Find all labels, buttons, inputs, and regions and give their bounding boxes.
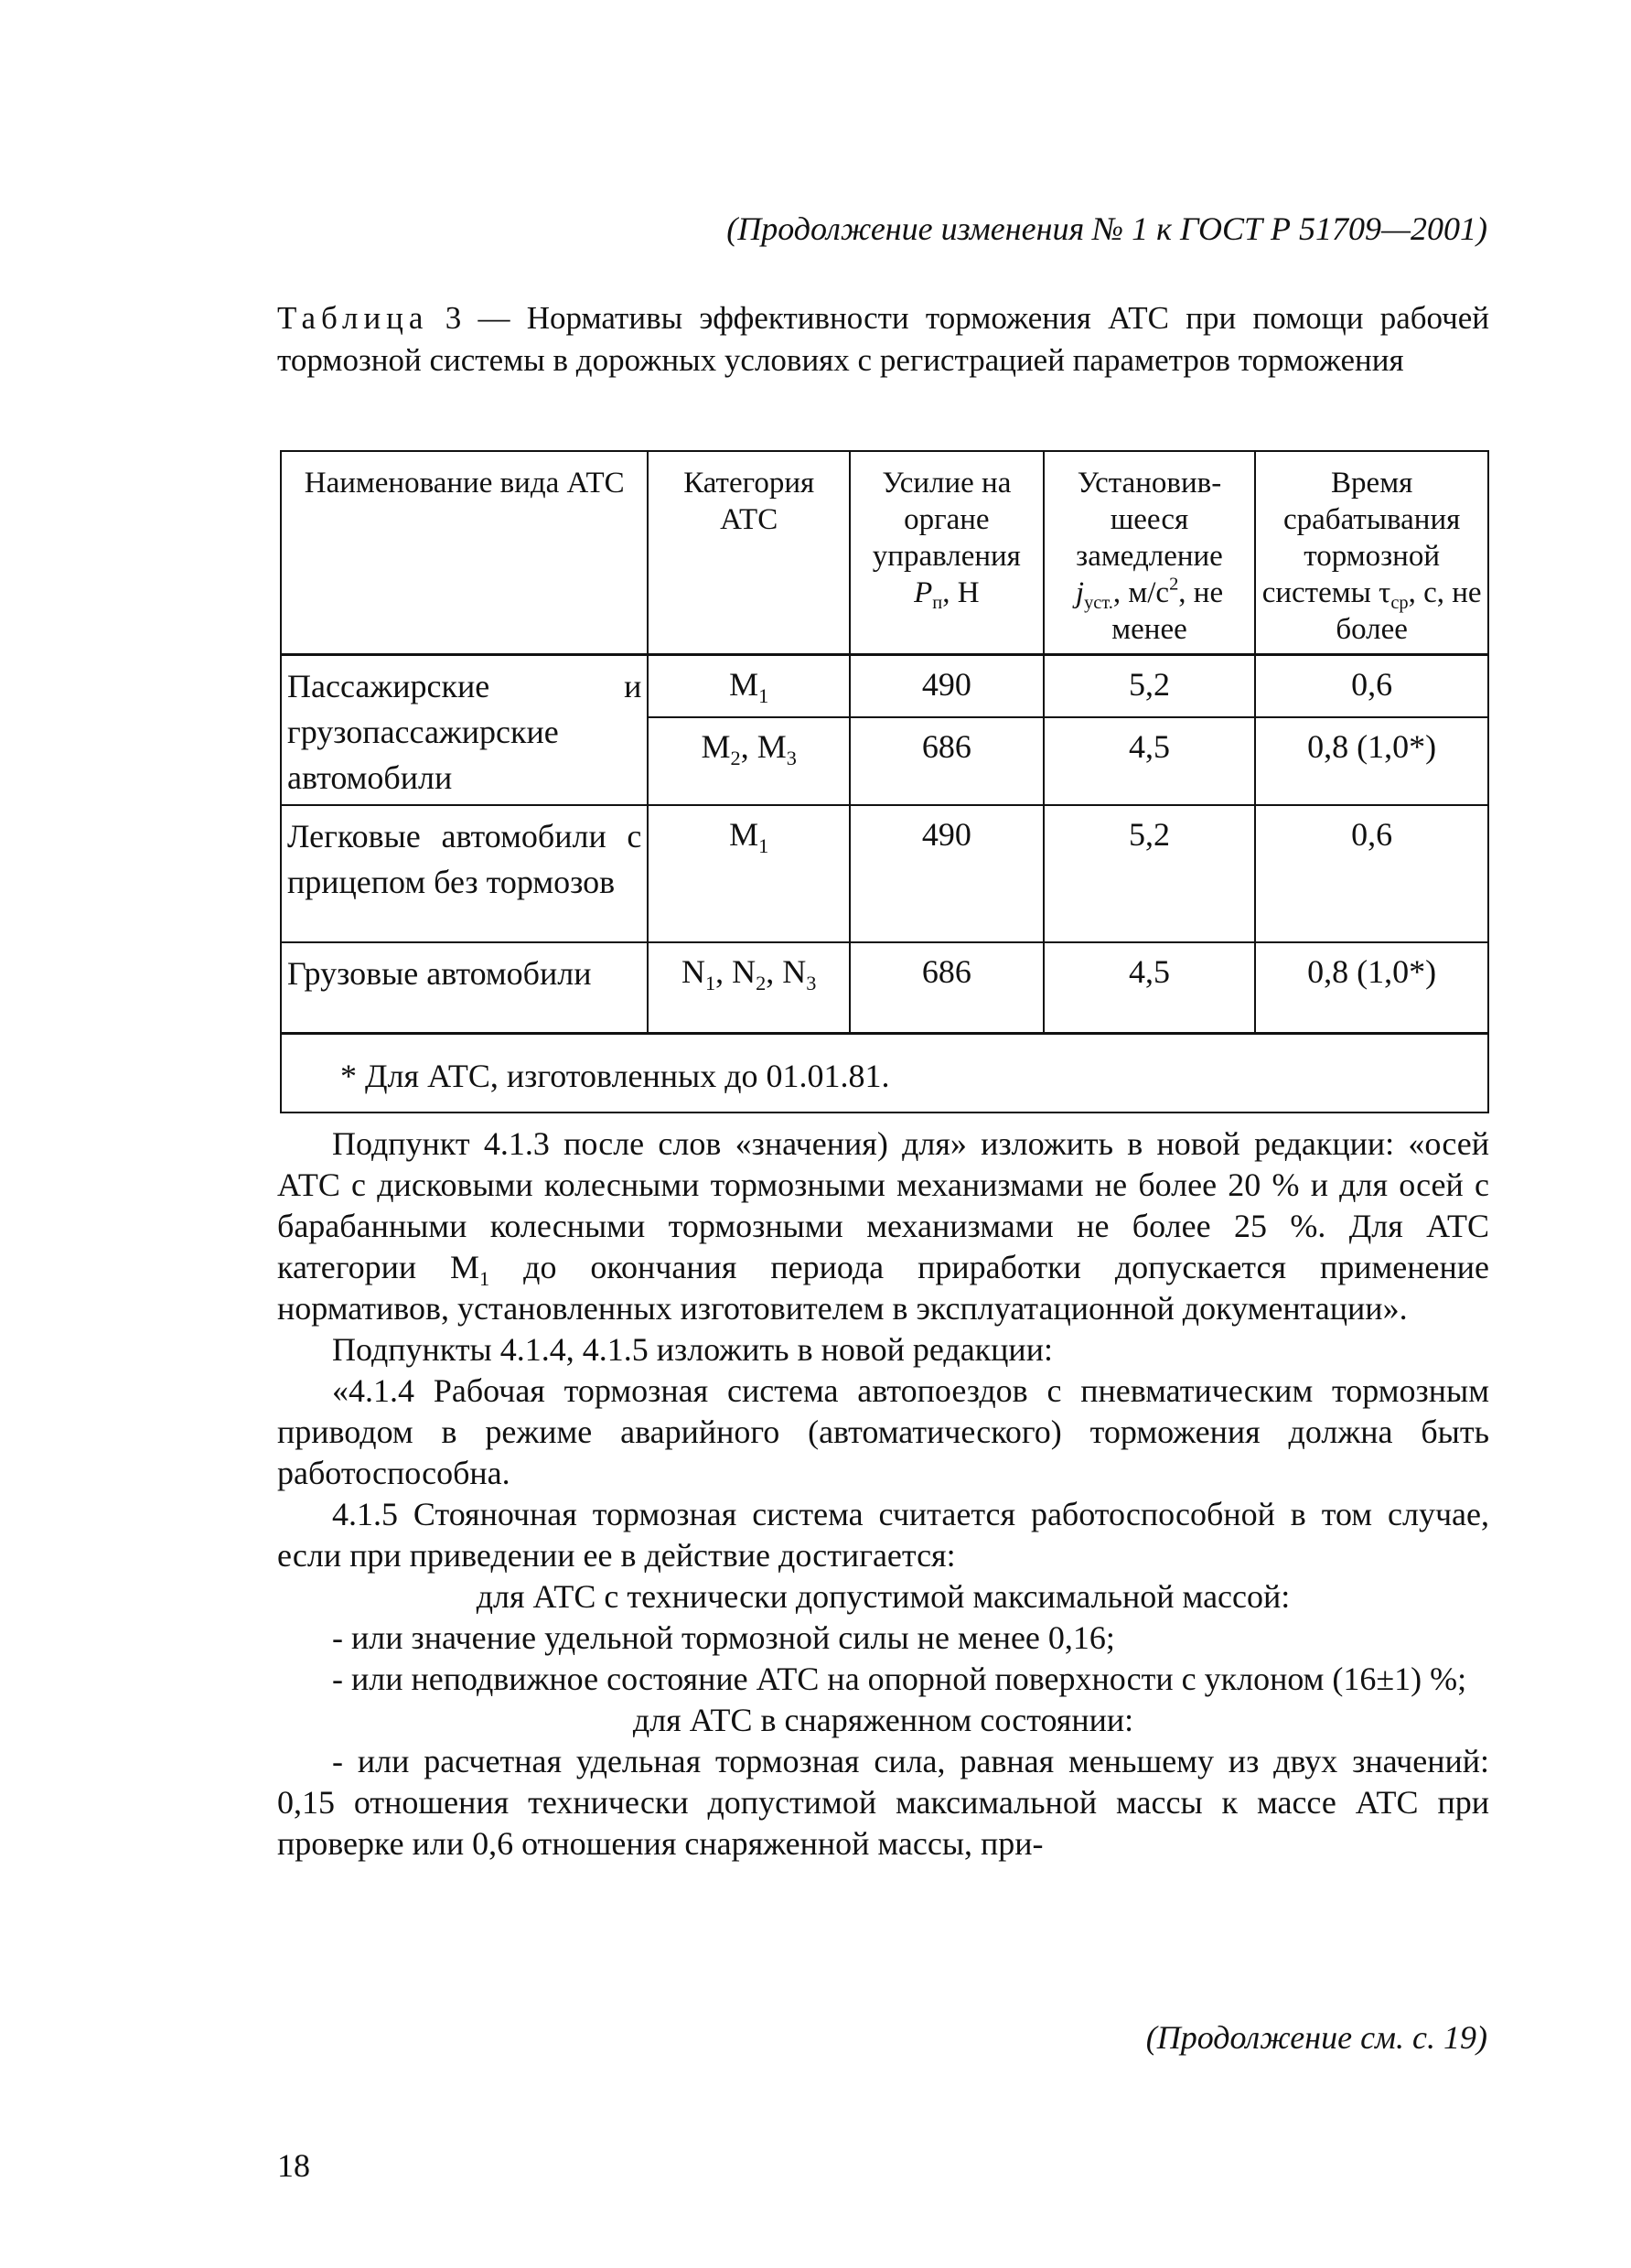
paragraph-max-mass-heading: для АТС с технически допустимой максимальной массой: — [476, 1578, 1291, 1615]
force-cell: 490 — [850, 655, 1044, 717]
paragraph-specific-force: - или значение удельной тормозной силы не менее 0,16; — [332, 1619, 1115, 1656]
header-response-time: Время срабатывания тормозной системы $\tau_{ср}$, с, не более — [1255, 451, 1488, 655]
table-footnote: * Для АТС, изготовленных до 01.01.81. — [281, 1034, 1488, 1113]
table-caption — [277, 297, 1489, 382]
table-caption-text: 3 — Нормативы эффективности торможения АТС при помощи рабочей тормозной системы в дорожных условиях с регистрацией параметров торможения — [277, 300, 1489, 378]
table-header-row — [281, 451, 1488, 655]
decel-cell: 4,5 — [1044, 717, 1256, 805]
vehicle-type-passenger: Пассажирские и грузопассажирские автомобили — [281, 655, 648, 805]
table-caption-label: Таблица — [277, 300, 429, 336]
paragraph-curb-heading: для АТС в снаряженном состоянии: — [632, 1702, 1134, 1738]
time-cell: 0,8 (1,0*) — [1255, 942, 1488, 1034]
body-text — [277, 1123, 1489, 1865]
category-cell: $N_1$, $N_2$, $N_3$ — [648, 942, 850, 1034]
header-deceleration: Установив-шееся замедление $j_{уст.}$, $м/с^2$, не менее — [1044, 451, 1256, 655]
category-cell: $M_2$, $M_3$ — [648, 717, 850, 805]
table-row — [281, 655, 1488, 717]
running-header: (Продолжение изменения № 1 к ГОСТ Р 51709—2001) — [726, 210, 1487, 247]
decel-cell: 4,5 — [1044, 942, 1256, 1034]
table-row — [281, 942, 1488, 1034]
force-cell: 686 — [850, 717, 1044, 805]
braking-norms-table — [280, 450, 1489, 1113]
header-control-force: Усилие на органе управления $P_п$, Н — [850, 451, 1044, 655]
header-vehicle-type: Наименование вида АТС — [281, 451, 648, 655]
page-number: 18 — [277, 2147, 310, 2184]
paragraph-subitems-intro: Подпункты 4.1.4, 4.1.5 изложить в новой редакции: — [332, 1331, 1053, 1368]
vehicle-type-car-with-trailer: Легковые автомобили с прицепом без тормозов — [281, 805, 648, 942]
force-cell: 686 — [850, 942, 1044, 1034]
time-cell: 0,6 — [1255, 655, 1488, 717]
continuation-note: (Продолжение см. с. 19) — [1145, 2019, 1487, 2056]
paragraph-calculated-force: - или расчетная удельная тормозная сила, равная меньшему из двух значений: 0,15 отношения технически допустимой максимальной массы к массе АТС при проверке или 0,6 отношения снаряженной массы, при- — [277, 1743, 1489, 1862]
paragraph-4-1-4: «4.1.4 Рабочая тормозная система автопоездов с пневматическим тормозным приводом в режиме аварийного (автоматического) торможения должна быть работоспособна. — [277, 1372, 1489, 1491]
category-cell: $M_1$ — [648, 805, 850, 942]
table-row — [281, 805, 1488, 942]
paragraph-4-1-5: 4.1.5 Стояночная тормозная система считается работоспособной в том случае, если при приведении ее в действие достигается: — [277, 1496, 1489, 1574]
time-cell: 0,8 (1,0*) — [1255, 717, 1488, 805]
paragraph-slope: - или неподвижное состояние АТС на опорной поверхности с уклоном (16±1) %; — [332, 1661, 1467, 1697]
vehicle-type-truck: Грузовые автомобили — [281, 942, 648, 1034]
time-cell: 0,6 — [1255, 805, 1488, 942]
decel-cell: 5,2 — [1044, 655, 1256, 717]
paragraph-4-1-3: Подпункт 4.1.3 после слов «значения) для» изложить в новой редакции: «осей АТС с дисковыми колесными тормозными механизмами не более 20 % и для осей с барабанными колесными тормозными механизмами не более 25 %. Для АТС категории $М_1$ до окончания периода приработки допускается применение нормативов, установленных изготовителем в эксплуатационной документации». — [277, 1125, 1489, 1327]
category-cell: $M_1$ — [648, 655, 850, 717]
table-footnote-row — [281, 1034, 1488, 1113]
force-cell: 490 — [850, 805, 1044, 942]
decel-cell: 5,2 — [1044, 805, 1256, 942]
header-category: Категория АТС — [648, 451, 850, 655]
